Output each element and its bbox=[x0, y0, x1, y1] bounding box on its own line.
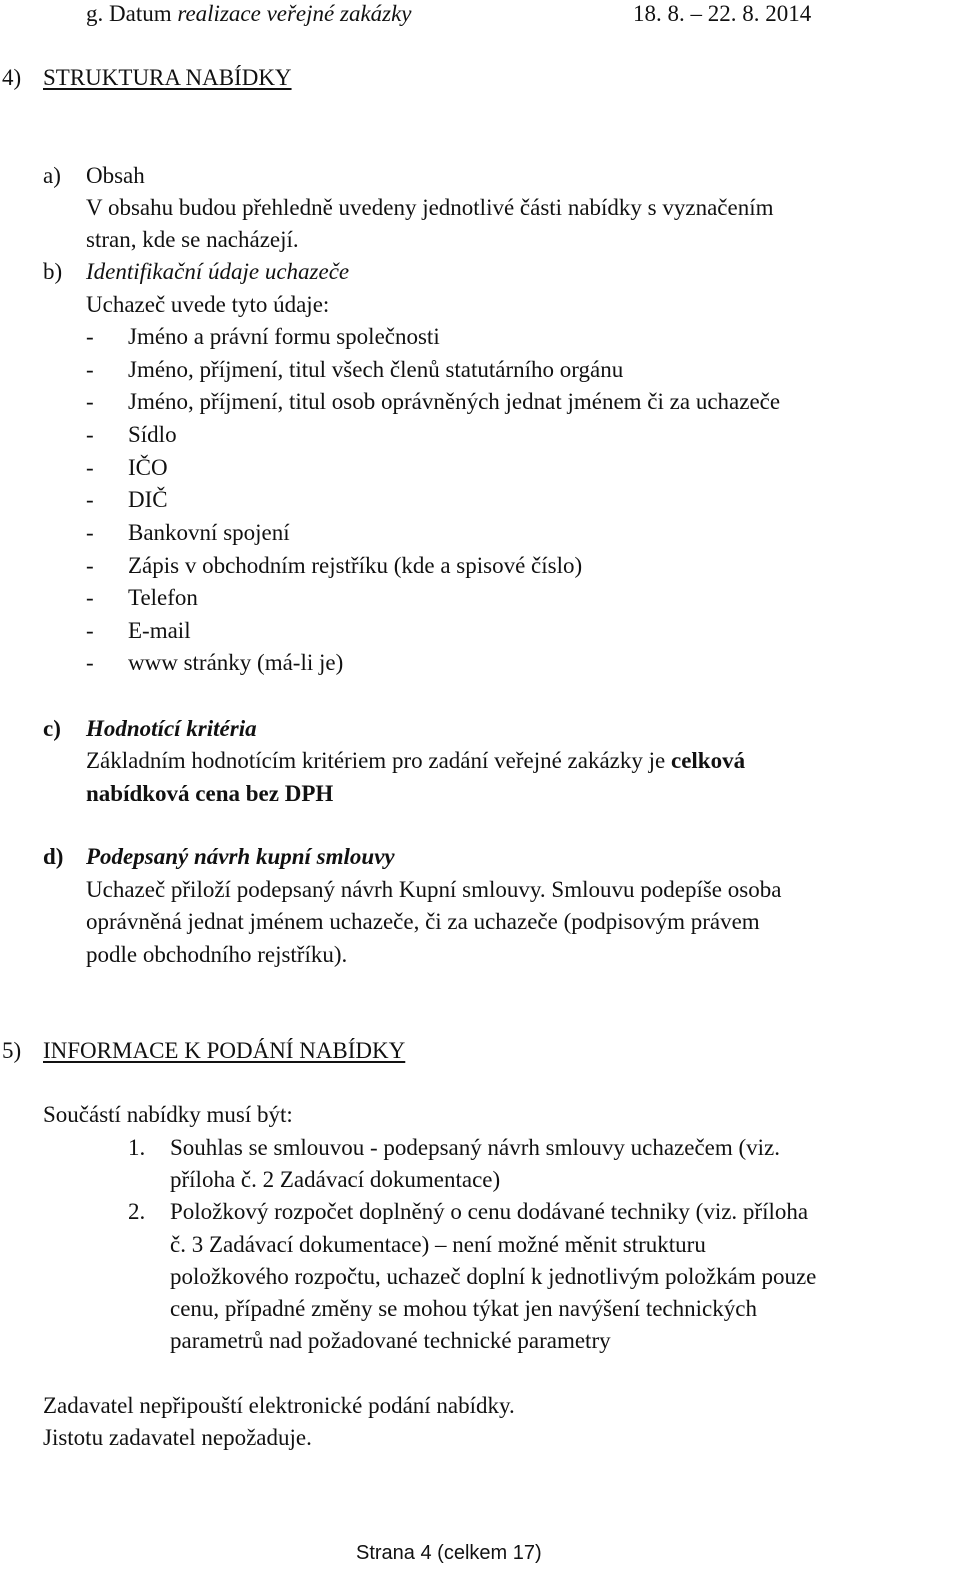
section-c-heading: Hodnotící kritéria bbox=[86, 716, 257, 741]
list-item: DIČ bbox=[128, 487, 168, 512]
list-dash: - bbox=[86, 455, 94, 480]
list-dash: - bbox=[86, 553, 94, 578]
top-label-plain: Datum bbox=[109, 1, 178, 26]
top-date: 18. 8. – 22. 8. 2014 bbox=[633, 1, 812, 26]
numbered-item-line: č. 3 Zadávací dokumentace) – není možné měnit strukturu bbox=[170, 1232, 706, 1257]
list-item: Jméno, příjmení, titul všech členů statutárního orgánu bbox=[128, 357, 624, 382]
list-item: Telefon bbox=[128, 585, 198, 610]
numbered-item-line: Položkový rozpočet doplněný o cenu dodávané techniky (viz. příloha bbox=[170, 1199, 809, 1224]
section-c-marker: c) bbox=[43, 716, 61, 741]
section5-number: 5) bbox=[2, 1038, 22, 1063]
section-c-emphasis: celková bbox=[670, 748, 746, 773]
page-number: Strana 4 (celkem 17) bbox=[356, 1542, 542, 1564]
list-dash: - bbox=[86, 487, 94, 512]
section-d-heading: Podepsaný návrh kupní smlouvy bbox=[86, 844, 395, 869]
section-a-marker: a) bbox=[43, 163, 61, 188]
section-c-text: Základním hodnotícím kritériem pro zadání veřejné zakázky je bbox=[86, 748, 671, 773]
top-row bbox=[86, 0, 412, 28]
section-d-line: oprávněná jednat jménem uchazeče, či za uchazeče (podpisovým právem bbox=[86, 909, 760, 934]
numbered-item-number: 2. bbox=[128, 1199, 146, 1224]
list-item: www stránky (má-li je) bbox=[128, 650, 344, 675]
top-label-italic: realizace veřejné zakázky bbox=[177, 1, 412, 26]
numbered-item-line: položkového rozpočtu, uchazeč doplní k jednotlivým položkám pouze bbox=[170, 1264, 817, 1289]
section-a-line: V obsahu budou přehledně uvedeny jednotlivé části nabídky s vyznačením bbox=[86, 195, 774, 220]
section4-title: STRUKTURA NABÍDKY bbox=[43, 65, 292, 90]
section-d-marker: d) bbox=[43, 844, 64, 869]
section-d-line: podle obchodního rejstříku). bbox=[86, 942, 348, 967]
numbered-item-line: příloha č. 2 Zadávací dokumentace) bbox=[170, 1167, 501, 1192]
section-c-emphasis: nabídková cena bez DPH bbox=[86, 781, 334, 806]
list-item: Jméno a právní formu společnosti bbox=[128, 324, 440, 349]
numbered-item-line: cenu, případné změny se mohou týkat jen navýšení technických bbox=[170, 1296, 757, 1321]
list-item: Sídlo bbox=[128, 422, 177, 447]
list-dash: - bbox=[86, 324, 94, 349]
list-dash: - bbox=[86, 520, 94, 545]
section5-title: INFORMACE K PODÁNÍ NABÍDKY bbox=[43, 1038, 406, 1063]
section-a-heading: Obsah bbox=[86, 163, 145, 188]
closing-line: Zadavatel nepřipouští elektronické podání nabídky. bbox=[43, 1393, 515, 1418]
list-item: Jméno, příjmení, titul osob oprávněných jednat jménem či za uchazeče bbox=[128, 389, 781, 414]
list-item: Zápis v obchodním rejstříku (kde a spisové číslo) bbox=[128, 553, 583, 578]
list-dash: - bbox=[86, 618, 94, 643]
numbered-item-line: Souhlas se smlouvou - podepsaný návrh smlouvy uchazečem (viz. bbox=[170, 1135, 781, 1160]
section-b-marker: b) bbox=[43, 259, 63, 284]
section-c-line bbox=[86, 747, 745, 775]
section-b-heading: Identifikační údaje uchazeče bbox=[86, 259, 350, 284]
closing-line: Jistotu zadavatel nepožaduje. bbox=[43, 1425, 312, 1450]
top-prefix: g. bbox=[86, 1, 104, 26]
list-dash: - bbox=[86, 585, 94, 610]
section-d-line: Uchazeč přiloží podepsaný návrh Kupní smlouvy. Smlouvu podepíše osoba bbox=[86, 877, 782, 902]
list-item: Bankovní spojení bbox=[128, 520, 290, 545]
section-a-line: stran, kde se nacházejí. bbox=[86, 227, 299, 252]
numbered-item-line: parametrů nad požadované technické parametry bbox=[170, 1328, 611, 1353]
section5-intro: Součástí nabídky musí být: bbox=[43, 1102, 293, 1127]
numbered-item-number: 1. bbox=[128, 1135, 146, 1160]
section-b-intro: Uchazeč uvede tyto údaje: bbox=[86, 292, 330, 317]
list-dash: - bbox=[86, 357, 94, 382]
list-dash: - bbox=[86, 422, 94, 447]
list-dash: - bbox=[86, 650, 94, 675]
list-dash: - bbox=[86, 389, 94, 414]
list-item: E-mail bbox=[128, 618, 191, 643]
list-item: IČO bbox=[128, 455, 168, 480]
section4-number: 4) bbox=[2, 65, 22, 90]
top-label bbox=[109, 1, 412, 26]
